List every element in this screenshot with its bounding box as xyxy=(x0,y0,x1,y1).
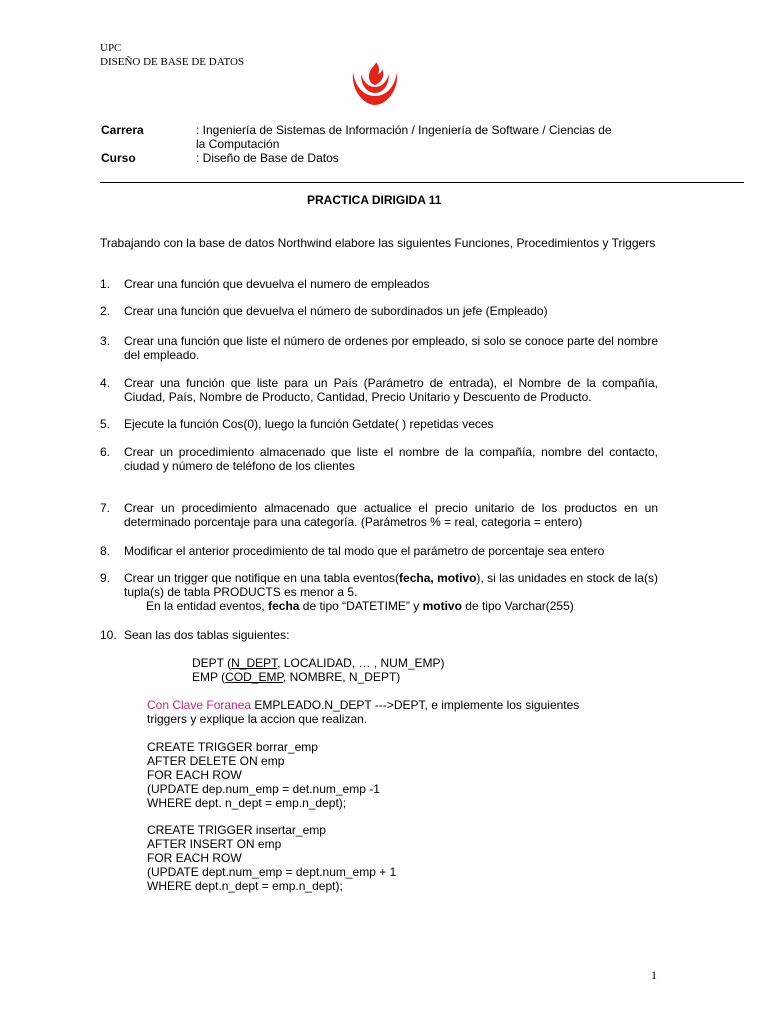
carrera-value-cont: la Computación xyxy=(196,137,280,151)
carrera-value: : Ingeniería de Sistemas de Información / Ingeniería de Software / Ciencias de xyxy=(196,123,612,137)
emp-post: , NOMBRE, N_DEPT) xyxy=(282,670,401,684)
fk-text: EMPLEADO.N_DEPT --->DEPT, e implemente los siguientes xyxy=(251,698,580,712)
item9-subtext xyxy=(146,599,666,613)
curso-value: : Diseño de Base de Datos xyxy=(196,151,339,165)
item-text: Crear un procedimiento almacenado que liste el nombre de la compañía, nombre del contacto, ciudad y número de teléfono de los clientes xyxy=(124,445,658,473)
item-number: 5. xyxy=(100,417,111,431)
code-line: WHERE dept.n_dept = emp.n_dept); xyxy=(147,879,343,893)
header-course: DISEÑO DE BASE DE DATOS xyxy=(100,56,245,68)
emp-key: COD_EMP xyxy=(225,670,283,684)
emp-table-def xyxy=(192,670,400,684)
item9-text-b: ), si las unidades en stock de la(s) tupla(s) de tabla PRODUCTS es menor a 5. xyxy=(124,571,658,599)
intro-text: Trabajando con la base de datos Northwind elabore las siguientes Funciones, Procedimientos y Triggers xyxy=(100,236,656,250)
fk-paragraph-cont: triggers y explique la accion que realizan. xyxy=(147,712,368,726)
code-line: (UPDATE dept.num_emp = dept.num_emp + 1 xyxy=(147,865,397,879)
item-number: 10. xyxy=(100,628,117,642)
emp-pre: EMP ( xyxy=(192,670,226,684)
item9-text-a: Crear un trigger que notifique en una tabla eventos( xyxy=(124,571,400,585)
item-text: Crear un procedimiento almacenado que actualice el precio unitario de los productos en un determinado porcentaje para una categoría. (Parámetros % = real, categoria = entero) xyxy=(124,501,658,529)
code-line: AFTER DELETE ON emp xyxy=(147,754,285,768)
item-number: 4. xyxy=(100,376,111,390)
item-number: 1. xyxy=(100,277,111,291)
code-line: WHERE dept. n_dept = emp.n_dept); xyxy=(147,796,347,810)
divider xyxy=(100,182,744,183)
item-number: 8. xyxy=(100,544,111,558)
item9-sub-a: En la entidad eventos, xyxy=(146,599,269,613)
header-org: UPC xyxy=(100,42,122,54)
item-number: 6. xyxy=(100,445,111,459)
dept-post: , LOCALIDAD, … , NUM_EMP) xyxy=(277,656,445,670)
item-text: Ejecute la función Cos(0), luego la función Getdate( ) repetidas veces xyxy=(124,417,494,431)
upc-logo xyxy=(349,62,401,106)
item-text: Crear una función que devuelva el número de subordinados un jefe (Empleado) xyxy=(124,304,548,318)
trigger-code-block xyxy=(147,740,380,810)
dept-pre: DEPT ( xyxy=(192,656,232,670)
carrera-label: Carrera xyxy=(101,123,144,137)
item-number: 9. xyxy=(100,571,111,585)
page-title: PRACTICA DIRIGIDA 11 xyxy=(307,193,442,207)
item9-sub-c: de tipo Varchar(255) xyxy=(461,599,574,613)
item9-sub-bold-b: motivo xyxy=(422,599,462,613)
item9-sub-bold-a: fecha xyxy=(268,599,300,613)
code-line: FOR EACH ROW xyxy=(147,851,242,865)
code-line: FOR EACH ROW xyxy=(147,768,242,782)
code-line: AFTER INSERT ON emp xyxy=(147,837,282,851)
item-text: Crear una función que liste para un País (Parámetro de entrada), el Nombre de la compañía, Ciudad, País, Nombre de Producto, Cantidad, Precio Unitario y Descuento de Producto. xyxy=(124,376,658,404)
item-text: Sean las dos tablas siguientes: xyxy=(124,628,290,642)
item-text: Crear una función que liste el número de ordenes por empleado, si solo se conoce parte del nombre del empleado. xyxy=(124,334,658,362)
item-text xyxy=(124,571,658,599)
dept-table-def xyxy=(192,656,445,670)
item-number: 2. xyxy=(100,304,111,318)
item-number: 7. xyxy=(100,501,111,515)
item-text: Modificar el anterior procedimiento de tal modo que el parámetro de porcentaje sea entero xyxy=(124,544,605,558)
curso-label: Curso xyxy=(101,151,136,165)
item-number: 3. xyxy=(100,334,111,348)
item-text: Crear una función que devuelva el numero de empleados xyxy=(124,277,430,291)
fk-label: Con Clave Foranea xyxy=(147,698,252,712)
code-line: CREATE TRIGGER insertar_emp xyxy=(147,823,326,837)
trigger-code-block xyxy=(147,823,396,893)
item9-bold-a: fecha, motivo xyxy=(399,571,477,585)
fk-paragraph xyxy=(147,698,647,712)
dept-key: N_DEPT xyxy=(231,656,278,670)
code-line: (UPDATE dep.num_emp = det.num_emp -1 xyxy=(147,782,380,796)
page-number: 1 xyxy=(651,968,657,982)
code-line: CREATE TRIGGER borrar_emp xyxy=(147,740,318,754)
item9-sub-b: de tipo “DATETIME” y xyxy=(299,599,423,613)
